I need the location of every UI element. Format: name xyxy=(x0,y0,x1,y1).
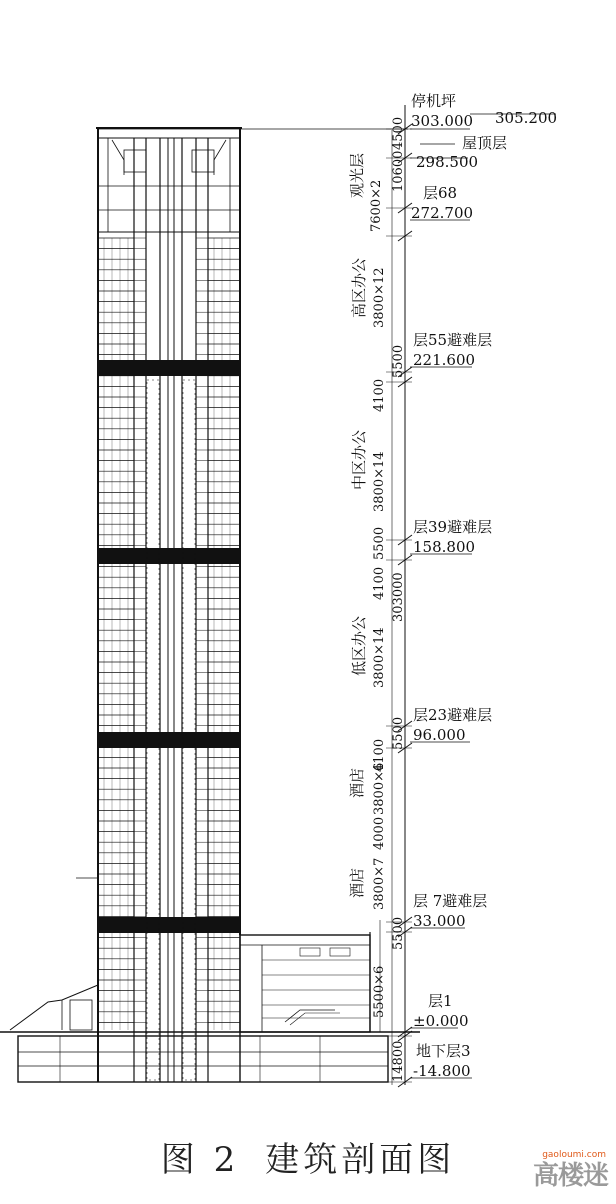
dim-5500b: 5500 xyxy=(372,526,387,560)
level-elev-f55: 221.600 xyxy=(413,351,476,369)
zone-name-hotel-upper: 酒店 xyxy=(348,767,366,798)
level-name-f68: 层68 xyxy=(423,184,458,202)
level-name-f55: 层55避难层 xyxy=(413,331,493,349)
level-elev-f68: 272.700 xyxy=(411,204,474,222)
dim-5500a: 5500 xyxy=(391,344,406,378)
zone-dim-high-office: 3800×12 xyxy=(372,267,387,328)
watermark-text: 高楼迷 xyxy=(532,1161,608,1191)
level-name-f7: 层 7避难层 xyxy=(413,892,488,910)
dim-4100a: 4100 xyxy=(372,378,387,412)
dimension-chain xyxy=(386,105,556,1087)
dim-5500c: 5500 xyxy=(391,716,406,750)
zone-name-low-office: 低区办公 xyxy=(350,615,368,676)
dim-podium: 5500×6 xyxy=(372,965,387,1018)
zone-dim-observation: 7600×2 xyxy=(369,179,384,232)
level-name-f23: 层23避难层 xyxy=(413,706,493,724)
level-elev-b3: -14.800 xyxy=(413,1062,471,1080)
zone-dim-hotel-upper: 3800×6 xyxy=(372,762,387,815)
level-name-b3: 地下层3 xyxy=(416,1042,471,1060)
watermark-url: gaoloumi.com xyxy=(542,1150,606,1160)
zone-name-hotel-lower: 酒店 xyxy=(348,867,366,898)
drawing-labels xyxy=(348,92,557,1082)
figure-number: 图 2 xyxy=(160,1140,240,1180)
level-name-helipad: 停机坪 xyxy=(411,92,457,110)
level-name-f1: 层1 xyxy=(428,992,453,1010)
dim-14800: 14800 xyxy=(391,1040,406,1082)
dim-4000: 4000 xyxy=(372,816,387,850)
dim-10600: 10600 xyxy=(391,150,406,192)
zone-dim-mid-office: 3800×14 xyxy=(372,451,387,512)
zone-dim-low-office: 3800×14 xyxy=(372,627,387,688)
dim-4100b: 4100 xyxy=(372,566,387,600)
level-elev-f39: 158.800 xyxy=(413,538,476,556)
dim-5500d: 5500 xyxy=(391,916,406,950)
level-elev-f7: 33.000 xyxy=(413,912,466,930)
level-name-roof: 屋顶层 xyxy=(462,134,508,152)
level-elev-f23: 96.000 xyxy=(413,726,466,744)
watermark-logo xyxy=(518,1148,610,1194)
dim-4500: 4500 xyxy=(391,116,406,150)
zone-dim-hotel-lower: 3800×7 xyxy=(372,857,387,910)
dim-total: 303000 xyxy=(391,572,406,622)
level-elev-helipad: 303.000 xyxy=(411,112,474,130)
level-elev-f1: ±0.000 xyxy=(413,1012,469,1030)
dim-4100c: 4100 xyxy=(372,738,387,772)
zone-name-observation: 观光层 xyxy=(348,152,366,198)
level-elev-top: 305.200 xyxy=(495,109,558,127)
level-name-f39: 层39避难层 xyxy=(413,518,493,536)
level-elev-roof: 298.500 xyxy=(416,153,479,171)
zone-name-mid-office: 中区办公 xyxy=(350,429,368,490)
figure-title: 建筑剖面图 xyxy=(265,1140,456,1180)
zone-name-high-office: 高区办公 xyxy=(350,257,368,318)
